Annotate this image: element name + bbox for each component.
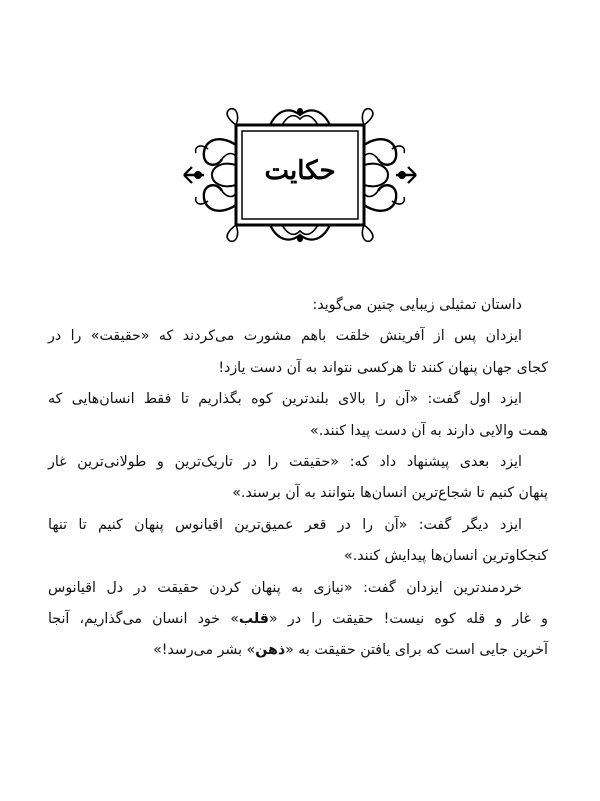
story-text — [48, 290, 548, 667]
story-paragraph-5-line-2 — [48, 604, 548, 635]
story-intro: داستان تمثیلی زیبایی چنین می‌گوید: — [312, 297, 522, 313]
story-paragraph-5-line-3 — [48, 635, 548, 666]
story-paragraph-5-line-3-start: آخرین جایی است که برای یافتن حقیقت به « — [285, 642, 548, 659]
story-paragraph-5-line-1: خردمندترین ایزدان گفت: «نیازی به پنهان کردن حقیقت در دل اقیانوس — [48, 579, 522, 596]
story-paragraph-1-line-2: کجای جهان پنهان کنند تا هرکسی نتواند به آن دست یازد! — [218, 359, 548, 376]
page-title: حکایت — [264, 156, 336, 186]
story-paragraph-4-line-1: ایزد دیگر گفت: «آن را در قعر عمیق‌ترین اقیانوس پنهان کنیم تا تنها — [48, 516, 522, 533]
story-paragraph-5-line-3-end: » بشر می‌رسد!» — [153, 642, 256, 659]
story-paragraph-5-line-2-end: » خود انسان می‌گذاریم، آنجا — [48, 611, 239, 628]
story-paragraph-2-line-2: همت والایی دارند به آن دست پیدا کنند.» — [310, 422, 548, 439]
emphasis-heart: قلب — [238, 611, 269, 628]
story-paragraph-1-line-1: ایزدان پس از آفرینش خلقت باهم مشورت می‌کردند که «حقیقت» را در — [48, 328, 522, 345]
story-paragraph-2-line-1: ایزد اول گفت: «آن را بالای بلندترین کوه بگذاریم تا فقط انسان‌هایی که — [48, 391, 522, 408]
story-paragraph-4-line-2: کنجکاوترین انسان‌ها پیدایش کنند.» — [344, 548, 548, 565]
story-paragraph-5-line-2-start: و غار و قله کوه نیست! حقیقت را در « — [268, 611, 548, 628]
story-paragraph-3-line-1: ایزد بعدی پیشنهاد داد که: «حقیقت را در تاریک‌ترین و طولانی‌ترین غار — [48, 454, 522, 471]
emphasis-mind: ذهن — [255, 642, 286, 659]
story-paragraph-3-line-2: پنهان کنیم تا شجاع‌ترین انسان‌ها بتوانند به آن برسند.» — [232, 485, 548, 502]
